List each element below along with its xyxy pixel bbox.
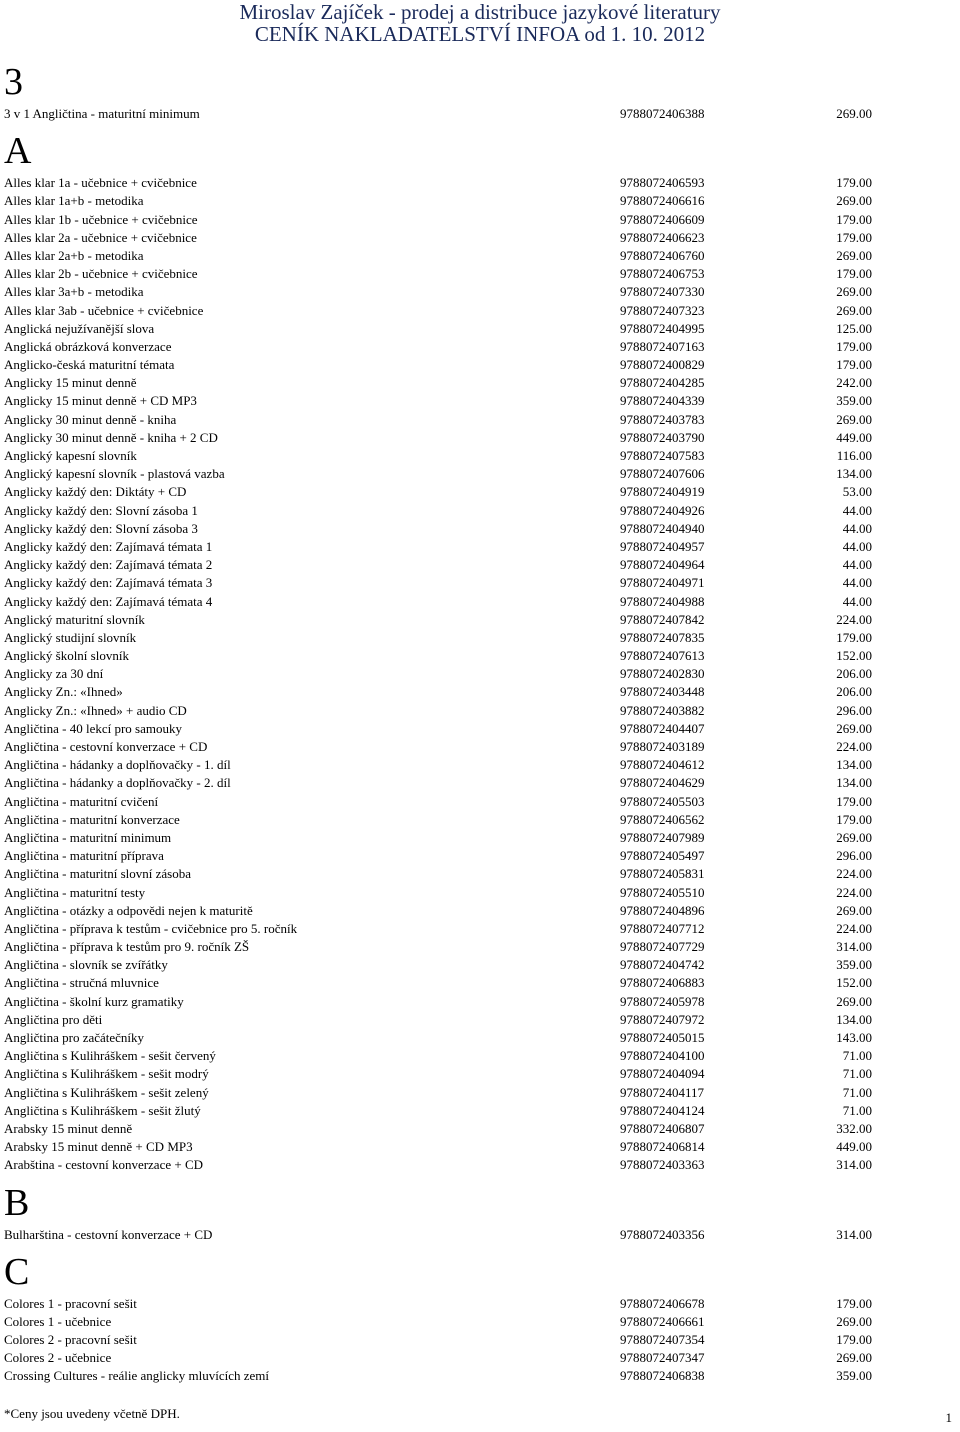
item-isbn: 9788072404339 bbox=[620, 393, 705, 409]
table-row bbox=[4, 793, 884, 811]
item-price: 179.00 bbox=[836, 811, 872, 827]
item-isbn: 9788072406609 bbox=[620, 211, 705, 227]
table-row bbox=[4, 411, 884, 429]
item-price: 296.00 bbox=[836, 848, 872, 864]
table-row bbox=[4, 1349, 884, 1367]
item-title: Anglicky 30 minut denně - kniha bbox=[4, 411, 177, 427]
item-title: Angličtina - cestovní konverzace + CD bbox=[4, 739, 208, 754]
item-title: Angličtina s Kulihráškem - sešit zelený bbox=[4, 1084, 209, 1100]
item-title: Anglicky Zn.: «Ihned» + audio CD bbox=[4, 702, 187, 718]
item-price: 269.00 bbox=[836, 1313, 872, 1329]
item-price: 224.00 bbox=[836, 866, 872, 882]
item-title: Angličtina pro začátečníky bbox=[4, 1030, 145, 1045]
item-price: 179.00 bbox=[836, 175, 872, 191]
footer-note: *Ceny jsou uvedeny včetně DPH. bbox=[4, 1406, 180, 1421]
item-title: Angličtina - stručná mluvnice bbox=[4, 975, 159, 991]
table-row bbox=[4, 265, 884, 283]
table-row bbox=[4, 738, 884, 756]
table-row bbox=[4, 665, 884, 683]
item-title: Angličtina - příprava k testům pro 9. ročník ZŠ bbox=[4, 939, 250, 955]
table-row bbox=[4, 811, 884, 829]
item-title: Angličtina - maturitní slovní zásoba bbox=[4, 866, 192, 882]
item-price: 269.00 bbox=[836, 284, 872, 300]
item-isbn: 9788072405015 bbox=[620, 1030, 705, 1045]
item-price: 224.00 bbox=[836, 739, 872, 754]
item-price: 206.00 bbox=[836, 684, 872, 700]
item-price: 134.00 bbox=[836, 775, 872, 791]
item-title: Angličtina - slovník se zvířátky bbox=[4, 957, 168, 973]
item-title: Colores 1 - pracovní sešit bbox=[4, 1295, 137, 1311]
table-row bbox=[4, 1029, 884, 1047]
price-list bbox=[4, 62, 884, 1394]
item-isbn: 9788072406838 bbox=[620, 1368, 705, 1384]
item-title: Anglicky každý den: Diktáty + CD bbox=[4, 484, 187, 500]
table-row bbox=[4, 556, 884, 574]
item-title: Alles klar 2a+b - metodika bbox=[4, 247, 144, 263]
table-row bbox=[4, 1102, 884, 1120]
item-isbn: 9788072406760 bbox=[620, 247, 705, 263]
item-isbn: 9788072406753 bbox=[620, 266, 705, 282]
item-isbn: 9788072404612 bbox=[620, 757, 705, 773]
item-isbn: 9788072406814 bbox=[620, 1139, 705, 1155]
item-isbn: 9788072404285 bbox=[620, 375, 705, 391]
table-row bbox=[4, 447, 884, 465]
item-price: 224.00 bbox=[836, 920, 872, 936]
item-title: Colores 2 - učebnice bbox=[4, 1350, 112, 1366]
item-isbn: 9788072405497 bbox=[620, 848, 705, 864]
table-row bbox=[4, 611, 884, 629]
item-isbn: 9788072404926 bbox=[620, 502, 705, 518]
item-isbn: 9788072402830 bbox=[620, 666, 705, 682]
item-price: 269.00 bbox=[836, 247, 872, 263]
item-price: 449.00 bbox=[836, 1139, 872, 1155]
item-title: Angličtina - maturitní konverzace bbox=[4, 811, 180, 827]
table-row bbox=[4, 174, 884, 192]
table-row bbox=[4, 105, 884, 123]
table-row bbox=[4, 920, 884, 938]
table-row bbox=[4, 374, 884, 392]
item-isbn: 9788072407842 bbox=[620, 611, 705, 627]
table-row bbox=[4, 502, 884, 520]
item-isbn: 9788072404629 bbox=[620, 775, 705, 791]
item-price: 269.00 bbox=[836, 411, 872, 427]
table-row bbox=[4, 865, 884, 883]
item-isbn: 9788072407163 bbox=[620, 338, 705, 354]
page-number: 1 bbox=[945, 1410, 952, 1425]
item-title: Angličtina s Kulihráškem - sešit modrý bbox=[4, 1066, 209, 1082]
table-row bbox=[4, 829, 884, 847]
item-title: Anglická obrázková konverzace bbox=[4, 338, 172, 354]
item-isbn: 9788072406593 bbox=[620, 175, 705, 191]
item-isbn: 9788072406678 bbox=[620, 1295, 705, 1311]
item-isbn: 9788072407972 bbox=[620, 1011, 705, 1027]
table-row bbox=[4, 938, 884, 956]
item-title: Anglicky každý den: Zajímavá témata 2 bbox=[4, 557, 213, 573]
item-isbn: 9788072404094 bbox=[620, 1066, 705, 1082]
item-title: Alles klar 3a+b - metodika bbox=[4, 284, 144, 300]
section-letter: A bbox=[4, 130, 32, 173]
item-isbn: 9788072404742 bbox=[620, 957, 705, 973]
table-row bbox=[4, 1313, 884, 1331]
section-letter: C bbox=[4, 1250, 30, 1293]
table-row bbox=[4, 429, 884, 447]
item-price: 206.00 bbox=[836, 666, 872, 682]
item-price: 296.00 bbox=[836, 702, 872, 718]
item-title: Arabsky 15 minut denně bbox=[4, 1120, 133, 1136]
item-price: 44.00 bbox=[842, 557, 872, 573]
item-isbn: 9788072404971 bbox=[620, 575, 705, 591]
item-price: 143.00 bbox=[836, 1030, 872, 1045]
letter-group bbox=[4, 1183, 884, 1244]
item-price: 125.00 bbox=[836, 320, 872, 336]
table-row bbox=[4, 392, 884, 410]
table-row bbox=[4, 356, 884, 374]
item-isbn: 9788072403189 bbox=[620, 739, 705, 754]
item-title: Anglicky 30 minut denně - kniha + 2 CD bbox=[4, 429, 218, 445]
table-row bbox=[4, 1120, 884, 1138]
item-isbn: 9788072407583 bbox=[620, 448, 705, 463]
letter-group bbox=[4, 62, 884, 123]
item-price: 359.00 bbox=[836, 1368, 872, 1384]
table-row bbox=[4, 1156, 884, 1174]
item-isbn: 9788072407606 bbox=[620, 466, 705, 482]
item-price: 269.00 bbox=[836, 993, 872, 1009]
item-price: 44.00 bbox=[842, 538, 872, 554]
item-isbn: 9788072406883 bbox=[620, 975, 705, 991]
table-row bbox=[4, 211, 884, 229]
item-isbn: 9788072404100 bbox=[620, 1048, 705, 1064]
item-title: Arabsky 15 minut denně + CD MP3 bbox=[4, 1139, 193, 1155]
item-isbn: 9788072405503 bbox=[620, 793, 705, 809]
table-row bbox=[4, 593, 884, 611]
item-price: 152.00 bbox=[836, 975, 872, 991]
item-price: 332.00 bbox=[836, 1120, 872, 1136]
item-title: Angličtina - příprava k testům - cvičebnice pro 5. ročník bbox=[4, 920, 298, 936]
letter-group bbox=[4, 131, 884, 1174]
table-row bbox=[4, 756, 884, 774]
item-price: 314.00 bbox=[836, 939, 872, 955]
item-isbn: 9788072407835 bbox=[620, 629, 705, 645]
table-row bbox=[4, 1367, 884, 1385]
item-price: 44.00 bbox=[842, 502, 872, 518]
item-price: 71.00 bbox=[842, 1066, 872, 1082]
item-title: Angličtina s Kulihráškem - sešit žlutý bbox=[4, 1102, 201, 1118]
item-price: 152.00 bbox=[836, 648, 872, 664]
item-title: Angličtina - maturitní minimum bbox=[4, 829, 172, 845]
item-price: 269.00 bbox=[836, 720, 872, 736]
item-isbn: 9788072405510 bbox=[620, 884, 705, 900]
item-price: 53.00 bbox=[842, 484, 872, 500]
item-isbn: 9788072404995 bbox=[620, 320, 705, 336]
item-price: 224.00 bbox=[836, 611, 872, 627]
item-title: Alles klar 2b - učebnice + cvičebnice bbox=[4, 266, 198, 282]
item-price: 71.00 bbox=[842, 1084, 872, 1100]
item-price: 134.00 bbox=[836, 757, 872, 773]
item-title: Anglicky každý den: Slovní zásoba 1 bbox=[4, 502, 198, 518]
table-row bbox=[4, 1084, 884, 1102]
item-isbn: 9788072405831 bbox=[620, 866, 705, 882]
item-isbn: 9788072404407 bbox=[620, 720, 705, 736]
item-isbn: 9788072403363 bbox=[620, 1157, 705, 1173]
item-title: Anglicky 15 minut denně + CD MP3 bbox=[4, 393, 197, 409]
table-row bbox=[4, 720, 884, 738]
item-isbn: 9788072404919 bbox=[620, 484, 705, 500]
item-price: 71.00 bbox=[842, 1048, 872, 1064]
item-price: 179.00 bbox=[836, 1332, 872, 1348]
item-title: Anglicky každý den: Zajímavá témata 4 bbox=[4, 593, 213, 609]
table-row bbox=[4, 302, 884, 320]
item-isbn: 9788072403448 bbox=[620, 684, 705, 700]
table-row bbox=[4, 538, 884, 556]
item-title: Angličtina s Kulihráškem - sešit červený bbox=[4, 1048, 216, 1064]
item-price: 314.00 bbox=[836, 1226, 872, 1242]
item-price: 224.00 bbox=[836, 884, 872, 900]
table-row bbox=[4, 647, 884, 665]
item-price: 359.00 bbox=[836, 393, 872, 409]
item-price: 116.00 bbox=[836, 448, 872, 463]
item-title: Angličtina - maturitní příprava bbox=[4, 848, 164, 864]
item-isbn: 9788072404988 bbox=[620, 593, 705, 609]
item-price: 44.00 bbox=[842, 593, 872, 609]
table-row bbox=[4, 1331, 884, 1349]
table-row bbox=[4, 574, 884, 592]
item-title: Angličtina - maturitní cvičení bbox=[4, 793, 159, 809]
item-isbn: 9788072407729 bbox=[620, 939, 705, 955]
table-row bbox=[4, 702, 884, 720]
item-title: Angličtina pro děti bbox=[4, 1011, 103, 1027]
item-title: Alles klar 1b - učebnice + cvičebnice bbox=[4, 211, 198, 227]
table-row bbox=[4, 320, 884, 338]
table-row bbox=[4, 974, 884, 992]
item-title: 3 v 1 Angličtina - maturitní minimum bbox=[4, 106, 200, 121]
item-price: 449.00 bbox=[836, 429, 872, 445]
table-row bbox=[4, 956, 884, 974]
table-row bbox=[4, 465, 884, 483]
item-title: Arabština - cestovní konverzace + CD bbox=[4, 1157, 204, 1173]
table-row bbox=[4, 283, 884, 301]
item-title: Anglicky každý den: Slovní zásoba 3 bbox=[4, 520, 198, 536]
item-title: Colores 2 - pracovní sešit bbox=[4, 1332, 137, 1348]
header-title: CENÍK NAKLADATELSTVÍ INFOA od 1. 10. 2012 bbox=[254, 22, 706, 46]
item-title: Crossing Cultures - reálie anglicky mluvících zemí bbox=[4, 1368, 269, 1384]
item-isbn: 9788072407613 bbox=[620, 648, 705, 664]
item-price: 179.00 bbox=[836, 1295, 872, 1311]
table-row bbox=[4, 247, 884, 265]
table-row bbox=[4, 774, 884, 792]
item-price: 44.00 bbox=[842, 575, 872, 591]
section-letter: 3 bbox=[4, 61, 23, 103]
item-title: Angličtina - maturitní testy bbox=[4, 884, 146, 900]
table-row bbox=[4, 683, 884, 701]
item-isbn: 9788072405978 bbox=[620, 993, 705, 1009]
item-price: 314.00 bbox=[836, 1157, 872, 1173]
item-price: 269.00 bbox=[836, 193, 872, 209]
table-row bbox=[4, 884, 884, 902]
item-isbn: 9788072404124 bbox=[620, 1102, 705, 1118]
item-isbn: 9788072407330 bbox=[620, 284, 705, 300]
item-price: 134.00 bbox=[836, 1011, 872, 1027]
item-isbn: 9788072407989 bbox=[620, 829, 705, 845]
item-price: 179.00 bbox=[836, 229, 872, 245]
table-row bbox=[4, 902, 884, 920]
item-title: Anglický kapesní slovník - plastová vazba bbox=[4, 466, 225, 482]
item-title: Anglicky každý den: Zajímavá témata 1 bbox=[4, 538, 213, 554]
item-title: Alles klar 2a - učebnice + cvičebnice bbox=[4, 229, 197, 245]
item-isbn: 9788072404896 bbox=[620, 902, 705, 918]
item-title: Alles klar 1a - učebnice + cvičebnice bbox=[4, 175, 197, 191]
item-price: 269.00 bbox=[836, 1350, 872, 1366]
letter-group bbox=[4, 1252, 884, 1386]
item-price: 44.00 bbox=[842, 520, 872, 536]
item-isbn: 9788072404957 bbox=[620, 538, 705, 554]
item-price: 269.00 bbox=[836, 106, 872, 121]
item-isbn: 9788072407347 bbox=[620, 1350, 705, 1366]
item-price: 179.00 bbox=[836, 266, 872, 282]
table-row bbox=[4, 483, 884, 501]
item-title: Colores 1 - učebnice bbox=[4, 1313, 112, 1329]
item-isbn: 9788072407354 bbox=[620, 1332, 705, 1348]
table-row bbox=[4, 993, 884, 1011]
item-price: 179.00 bbox=[836, 629, 872, 645]
item-title: Angličtina - hádanky a doplňovačky - 2. díl bbox=[4, 775, 231, 791]
item-price: 179.00 bbox=[836, 793, 872, 809]
table-row bbox=[4, 629, 884, 647]
section-letter: B bbox=[4, 1181, 30, 1224]
table-row bbox=[4, 520, 884, 538]
table-row bbox=[4, 1047, 884, 1065]
item-isbn: 9788072406388 bbox=[620, 106, 705, 121]
header-company: Miroslav Zajíček - prodej a distribuce jazykové literatury bbox=[239, 0, 721, 24]
table-row bbox=[4, 1226, 884, 1244]
table-row bbox=[4, 229, 884, 247]
item-isbn: 9788072403790 bbox=[620, 429, 705, 445]
item-price: 179.00 bbox=[836, 211, 872, 227]
item-isbn: 9788072403882 bbox=[620, 702, 705, 718]
item-isbn: 9788072403783 bbox=[620, 411, 705, 427]
item-isbn: 9788072406623 bbox=[620, 229, 705, 245]
table-row bbox=[4, 1138, 884, 1156]
item-title: Angličtina - hádanky a doplňovačky - 1. díl bbox=[4, 757, 231, 773]
item-price: 359.00 bbox=[836, 957, 872, 973]
item-title: Anglický kapesní slovník bbox=[4, 448, 137, 463]
item-title: Alles klar 1a+b - metodika bbox=[4, 193, 144, 209]
item-title: Anglický studijní slovník bbox=[4, 629, 137, 645]
item-title: Alles klar 3ab - učebnice + cvičebnice bbox=[4, 302, 204, 318]
item-title: Angličtina - otázky a odpovědi nejen k maturitě bbox=[4, 902, 253, 918]
item-title: Anglicko-česká maturitní témata bbox=[4, 357, 175, 373]
item-isbn: 9788072400829 bbox=[620, 357, 705, 373]
item-isbn: 9788072406616 bbox=[620, 193, 705, 209]
item-title: Anglický školní slovník bbox=[4, 648, 129, 664]
item-price: 71.00 bbox=[842, 1102, 872, 1118]
item-title: Anglicky za 30 dní bbox=[4, 666, 104, 682]
item-title: Angličtina - školní kurz gramatiky bbox=[4, 993, 184, 1009]
item-isbn: 9788072406562 bbox=[620, 811, 705, 827]
item-price: 134.00 bbox=[836, 466, 872, 482]
item-isbn: 9788072404940 bbox=[620, 520, 705, 536]
item-price: 269.00 bbox=[836, 829, 872, 845]
item-title: Bulharština - cestovní konverzace + CD bbox=[4, 1226, 213, 1242]
item-price: 269.00 bbox=[836, 302, 872, 318]
table-row bbox=[4, 1295, 884, 1313]
item-price: 269.00 bbox=[836, 902, 872, 918]
item-isbn: 9788072403356 bbox=[620, 1226, 705, 1242]
table-row bbox=[4, 192, 884, 210]
table-row bbox=[4, 338, 884, 356]
item-isbn: 9788072404117 bbox=[620, 1084, 705, 1100]
table-row bbox=[4, 1011, 884, 1029]
item-title: Anglicky každý den: Zajímavá témata 3 bbox=[4, 575, 213, 591]
item-title: Anglicky 15 minut denně bbox=[4, 375, 137, 391]
item-title: Anglická nejužívanější slova bbox=[4, 320, 155, 336]
item-title: Anglický maturitní slovník bbox=[4, 611, 145, 627]
table-row bbox=[4, 1065, 884, 1083]
item-isbn: 9788072404964 bbox=[620, 557, 705, 573]
table-row bbox=[4, 847, 884, 865]
item-title: Anglicky Zn.: «Ihned» bbox=[4, 684, 123, 700]
item-isbn: 9788072406807 bbox=[620, 1120, 705, 1136]
item-isbn: 9788072407712 bbox=[620, 920, 705, 936]
item-title: Angličtina - 40 lekcí pro samouky bbox=[4, 720, 182, 736]
item-price: 179.00 bbox=[836, 357, 872, 373]
item-isbn: 9788072406661 bbox=[620, 1313, 705, 1329]
item-isbn: 9788072407323 bbox=[620, 302, 705, 318]
item-price: 179.00 bbox=[836, 338, 872, 354]
item-price: 242.00 bbox=[836, 375, 872, 391]
